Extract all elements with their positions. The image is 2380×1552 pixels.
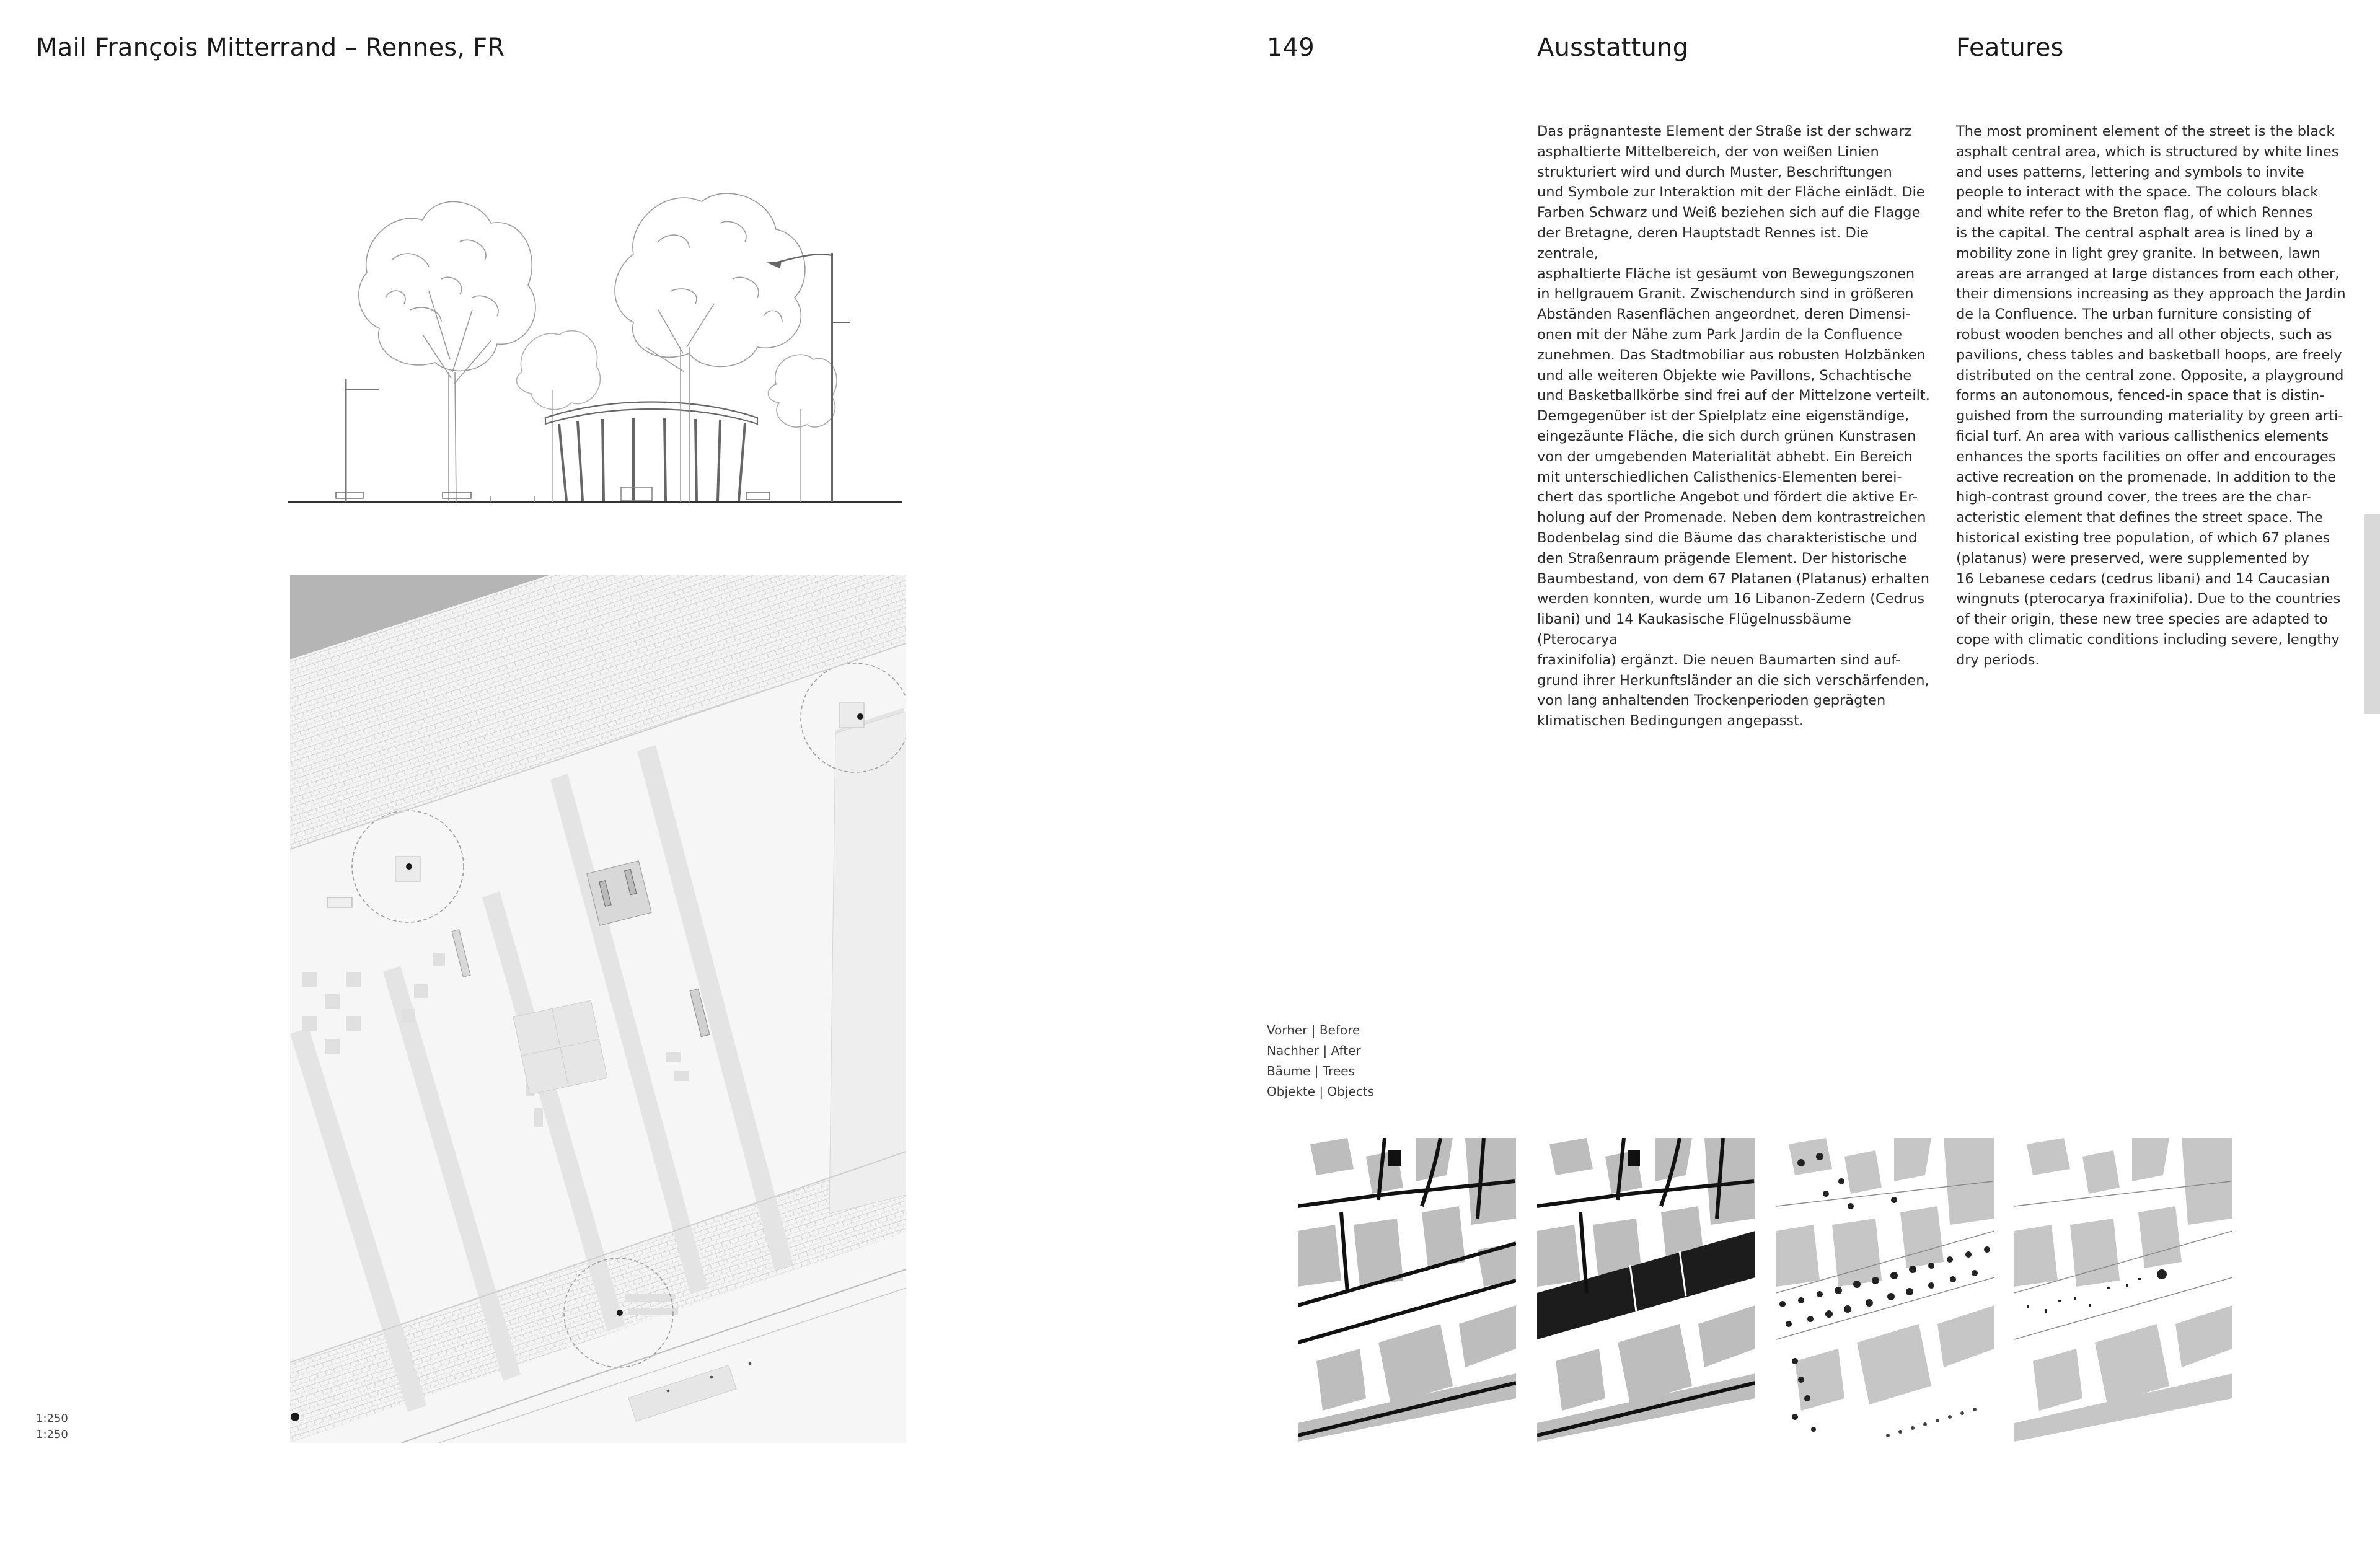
pavilion — [545, 402, 757, 501]
text-column-en: The most prominent element of the street is the black asphalt central area, which is structured by white lines and uses patterns, lettering and symbols to invite people to interact with the space. The colours black and white refer to the Breton flag, of which Rennes is the capital. The central asphalt area is lined by a mobility zone in light grey granite. In between, lawn areas are arranged at large distances from each other, their dimensions increasing as they approach the Jardin de la Confluence. The urban furniture consisting of robust wooden benches and all other objects, such as pavilions, chess tables and basketball hoops, are freely distributed on the central zone. Opposite, a playground forms an autonomous, fenced-in space that is distin- guished from the surrounding materiality by green arti- ficial turf. An area with various callisthenics elements enhances the sports facilities on offer and encourages active recreation on the promenade. In addition to the high-contrast ground cover, the trees are the char- acteristic element that defines the street space. The historical existing tree population, of which 67 planes (platanus) were preserved, were supplemented by 16 Lebanese cedars (cedrus libani) and 14 Caucasian wingnuts (pterocarya fraxinifolia). Due to the countries of their origin, these new tree species are adapted to cope with climatic conditions including severe, lengthy dry periods. — [1956, 123, 2346, 668]
legend-item-before: Vorher | Before — [1267, 1023, 1360, 1038]
map-objects — [2014, 1138, 2232, 1442]
map-before — [1298, 1138, 1516, 1442]
tree-left — [359, 201, 536, 502]
legend-item-after: Nachher | After — [1267, 1043, 1361, 1058]
street-lamp — [769, 253, 850, 502]
scale-label-1: 1:250 — [36, 1412, 68, 1425]
legend-item-trees: Bäume | Trees — [1267, 1064, 1355, 1078]
text-column-de: Das prägnanteste Element der Straße ist der schwarz asphaltierte Mittelbereich, der von weißen Linien strukturiert wird und durch Muster, Beschriftungen und Symbole zur Interaktion mit der Fläche einlädt. Die Farben Schwarz und Weiß beziehen sich auf die Flagge der Bretagne, deren Hauptstadt Rennes ist. Die zentrale, asphaltierte Fläche ist gesäumt von Bewegungszonen in hellgrauem Granit. Zwischendurch sind in größeren Abständen Rasenflächen angeordnet, deren Dimensi- onen mit der Nähe zum Park Jardin de la Confluence zunehmen. Das Stadtmobiliar aus robusten Holzbänken und alle weiteren Objekte wie Pavillons, Schachtische und Basketballkörbe sind frei auf der Mittelzone verteilt. Demgegenüber ist der Spielplatz eine eigenständige, eingezäunte Fläche, die sich durch grünen Kunstrasen von der umgebenden Materialität abhebt. Ein Bereich mit unterschiedlichen Calisthenics-Elementen berei- chert das sportliche Angebot und fördert die aktive Er- holung auf der Promenade. Neben dem kontrastreichen Bodenbelag sind die Bäume das charakteristische und den Straßenraum prägende Element. Der historische Baumbestand, von dem 67 Platanen (Platanus) erhalten werden konnten, wurde um 16 Libanon-Zedern (Cedrus libani) und 14 Kaukasische Flügelnussbäume (Pterocarya fraxinifolia) ergänzt. Die neuen Baumarten sind auf- grund ihrer Herkunftsländer an die sich verschärfenden, von lang anhaltenden Trockenperioden geprägten klimatischen Bedingungen angepasst. — [1537, 123, 1930, 730]
site-plan-drawing — [290, 575, 906, 1443]
map-legend — [1267, 1020, 1374, 1102]
tree-right — [615, 193, 805, 502]
map-trees — [1776, 1138, 1994, 1442]
page-number: 149 — [1267, 33, 1315, 62]
scale-label-2: 1:250 — [36, 1428, 68, 1441]
street-elevation-drawing — [286, 186, 906, 508]
map-after — [1537, 1138, 1755, 1442]
legend-item-objects: Objekte | Objects — [1267, 1084, 1375, 1099]
page-title: Mail François Mitterrand – Rennes, FR — [36, 33, 505, 62]
page-tab-marker — [2364, 514, 2380, 714]
scale-label — [36, 1411, 68, 1443]
section-heading-de: Ausstattung — [1537, 33, 1689, 62]
tree-back — [517, 331, 601, 502]
section-heading-en: Features — [1956, 33, 2064, 62]
